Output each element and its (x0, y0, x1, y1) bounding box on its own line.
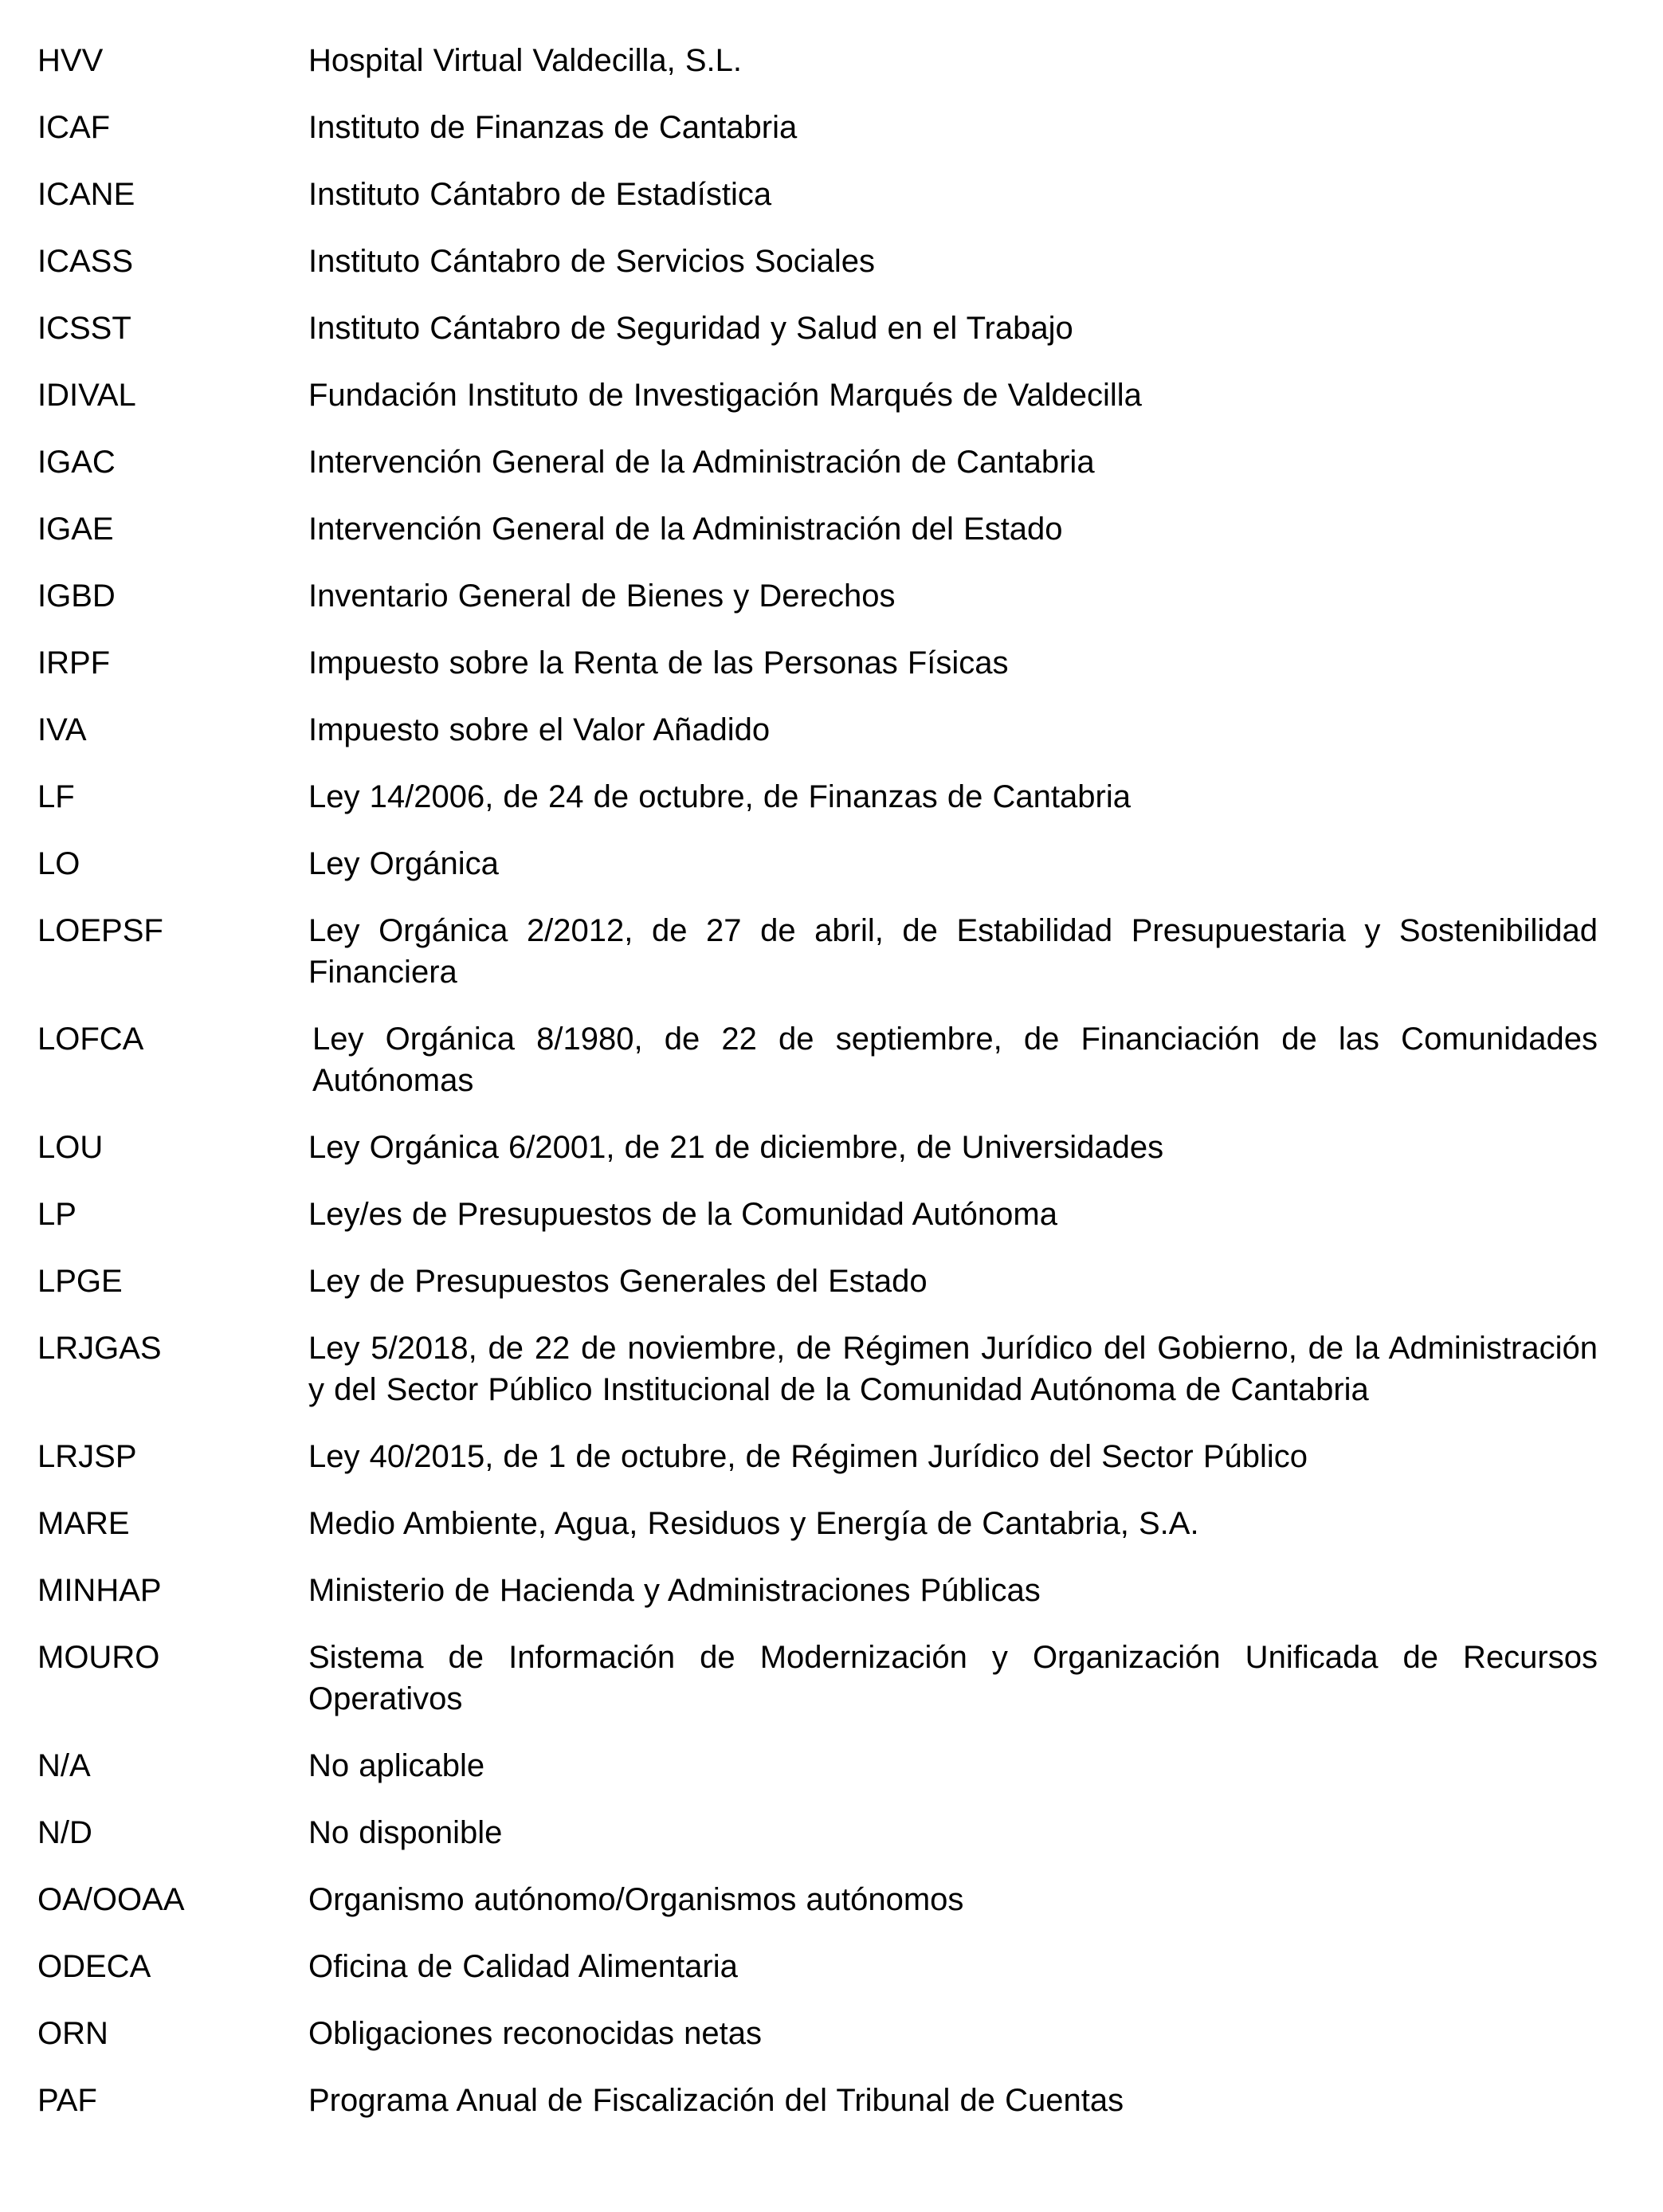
abbreviation: IVA (37, 712, 87, 747)
glossary-entry-mouro (37, 1637, 1598, 1720)
definition: Impuesto sobre la Renta de las Personas Físicas (308, 645, 1009, 680)
glossary-entry-iva (37, 709, 1598, 751)
definition: Ley Orgánica 6/2001, de 21 de diciembre, de Universidades (308, 1130, 1164, 1165)
abbreviation: HVV (37, 43, 104, 78)
abbreviations-list (37, 40, 1598, 2147)
definition: Instituto Cántabro de Servicios Sociales (308, 244, 876, 279)
definition: Impuesto sobre el Valor Añadido (308, 712, 771, 747)
glossary-entry-irpf (37, 642, 1598, 684)
definition: Instituto Cántabro de Estadística (308, 177, 772, 212)
glossary-entry-paf (37, 2080, 1598, 2121)
abbreviation: LF (37, 779, 75, 814)
definition: Intervención General de la Administración de Cantabria (308, 445, 1095, 480)
abbreviation: IGAE (37, 512, 114, 547)
abbreviation: N/D (37, 1815, 92, 1850)
abbreviation: LP (37, 1197, 76, 1232)
definition: Oficina de Calidad Alimentaria (308, 1949, 738, 1984)
glossary-entry-lrjsp (37, 1436, 1598, 1477)
definition: Hospital Virtual Valdecilla, S.L. (308, 43, 743, 78)
abbreviation: IGAC (37, 445, 116, 480)
abbreviation: ICANE (37, 177, 135, 212)
glossary-entry-na (37, 1745, 1598, 1786)
glossary-entry-icaf (37, 107, 1598, 148)
abbreviation: IGBD (37, 578, 116, 614)
abbreviation: LOEPSF (37, 913, 163, 948)
glossary-entry-lou (37, 1127, 1598, 1168)
glossary-entry-igbd (37, 575, 1598, 617)
abbreviation: ICASS (37, 244, 134, 279)
definition: Fundación Instituto de Investigación Marqués de Valdecilla (308, 378, 1142, 413)
glossary-entry-minhap (37, 1570, 1598, 1611)
abbreviation: ODECA (37, 1949, 151, 1984)
glossary-entry-lf (37, 776, 1598, 818)
glossary-entry-idival (37, 375, 1598, 416)
glossary-entry-icane (37, 174, 1598, 215)
abbreviation: LRJGAS (37, 1331, 162, 1366)
glossary-entry-lo (37, 843, 1598, 884)
definition: Ley 40/2015, de 1 de octubre, de Régimen Jurídico del Sector Público (308, 1439, 1308, 1474)
definition: Organismo autónomo/Organismos autónomos (308, 1882, 964, 1917)
definition: Programa Anual de Fiscalización del Tribunal de Cuentas (308, 2083, 1124, 2118)
definition: Ley 5/2018, de 22 de noviembre, de Régimen Jurídico del Gobierno, de la Administración y del Sector Público Institucional de la Comunidad Autónoma de Cantabria (308, 1331, 1598, 1407)
abbreviation: ICSST (37, 311, 131, 346)
abbreviation: MOURO (37, 1640, 160, 1675)
glossary-entry-odeca (37, 1946, 1598, 1987)
definition: No aplicable (308, 1748, 485, 1783)
abbreviation: MINHAP (37, 1573, 162, 1608)
abbreviation: LOFCA (37, 1022, 144, 1057)
definition: Ley 14/2006, de 24 de octubre, de Finanzas de Cantabria (308, 779, 1131, 814)
glossary-entry-lp (37, 1194, 1598, 1235)
abbreviation: IDIVAL (37, 378, 136, 413)
definition: Intervención General de la Administración del Estado (308, 512, 1063, 547)
definition: Ley/es de Presupuestos de la Comunidad Autónoma (308, 1197, 1057, 1232)
abbreviation: OA/OOAA (37, 1882, 185, 1917)
definition: No disponible (308, 1815, 503, 1850)
definition: Sistema de Información de Modernización y Organización Unificada de Recursos Operativos (308, 1640, 1598, 1716)
abbreviation: LO (37, 846, 80, 881)
glossary-entry-icass (37, 241, 1598, 282)
glossary-entry-orn (37, 2013, 1598, 2054)
abbreviation: MARE (37, 1506, 130, 1541)
glossary-entry-loepsf (37, 910, 1598, 993)
glossary-entry-lrjgas (37, 1328, 1598, 1410)
abbreviation: LRJSP (37, 1439, 137, 1474)
abbreviation: N/A (37, 1748, 91, 1783)
definition: Instituto de Finanzas de Cantabria (308, 110, 798, 145)
abbreviation: PAF (37, 2083, 97, 2118)
definition: Obligaciones reconocidas netas (308, 2016, 763, 2051)
glossary-entry-igac (37, 441, 1598, 483)
glossary-entry-mare (37, 1503, 1598, 1544)
glossary-entry-lpge (37, 1261, 1598, 1302)
definition: Ministerio de Hacienda y Administraciones Públicas (308, 1573, 1041, 1608)
definition: Ley Orgánica 8/1980, de 22 de septiembre, de Financiación de las Comunidades Autónomas (312, 1022, 1598, 1098)
glossary-entry-nd (37, 1812, 1598, 1853)
abbreviation: LPGE (37, 1264, 123, 1299)
glossary-entry-icsst (37, 308, 1598, 349)
abbreviation: ORN (37, 2016, 108, 2051)
definition: Ley Orgánica (308, 846, 499, 881)
abbreviation: LOU (37, 1130, 104, 1165)
abbreviation: IRPF (37, 645, 111, 680)
glossary-entry-hvv (37, 40, 1598, 81)
definition: Inventario General de Bienes y Derechos (308, 578, 896, 614)
definition: Ley de Presupuestos Generales del Estado (308, 1264, 928, 1299)
abbreviation: ICAF (37, 110, 111, 145)
glossary-entry-igae (37, 508, 1598, 550)
definition: Medio Ambiente, Agua, Residuos y Energía de Cantabria, S.A. (308, 1506, 1199, 1541)
definition: Instituto Cántabro de Seguridad y Salud en el Trabajo (308, 311, 1073, 346)
definition: Ley Orgánica 2/2012, de 27 de abril, de Estabilidad Presupuestaria y Sostenibilidad Financiera (308, 913, 1598, 990)
glossary-entry-oa-ooaa (37, 1879, 1598, 1920)
glossary-entry-lofca (37, 1018, 1598, 1101)
